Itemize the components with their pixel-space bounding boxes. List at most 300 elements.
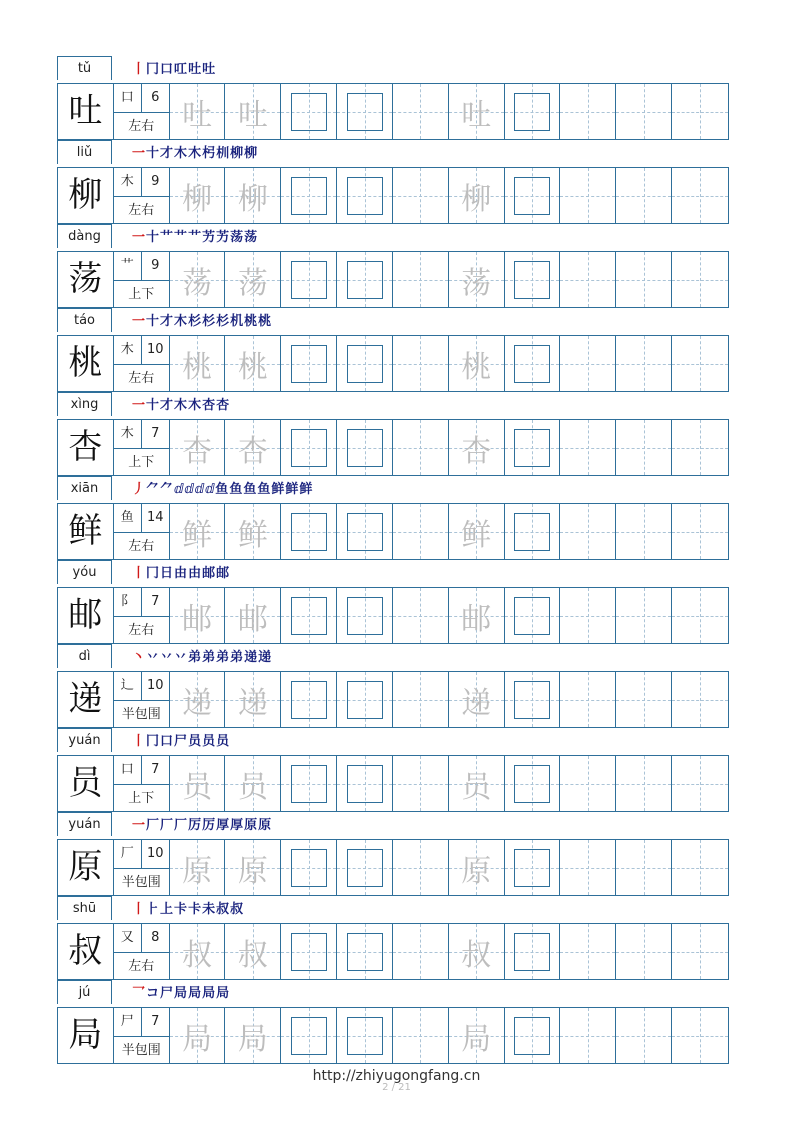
practice-cell[interactable]	[560, 336, 616, 391]
stroke-step: 卡	[188, 902, 203, 917]
stroke-step: 杉	[202, 314, 217, 329]
practice-cell[interactable]	[281, 672, 337, 727]
stroke-step: 厚	[216, 818, 231, 833]
stroke-step: 十	[146, 230, 161, 245]
model-character: 原	[58, 840, 114, 895]
radical: 又	[114, 924, 142, 952]
stroke-step: 局	[202, 986, 217, 1001]
writing-box[interactable]	[347, 345, 383, 383]
practice-cell[interactable]	[672, 756, 728, 811]
practice-cell[interactable]	[225, 84, 281, 139]
writing-box[interactable]	[514, 681, 550, 719]
stroke-step: 才	[160, 398, 175, 413]
practice-cell[interactable]	[672, 1008, 728, 1063]
stroke-step: 一	[132, 398, 147, 413]
practice-cell[interactable]	[337, 252, 393, 307]
stroke-step: 艹	[160, 230, 175, 245]
practice-cell[interactable]	[281, 168, 337, 223]
practice-cell[interactable]	[170, 672, 226, 727]
practice-cell[interactable]	[449, 588, 505, 643]
character-entry	[57, 644, 729, 728]
practice-cell[interactable]	[449, 1008, 505, 1063]
stroke-step: 才	[160, 146, 175, 161]
stroke-step: 一	[132, 230, 147, 245]
structure: 半包围	[121, 707, 161, 722]
writing-row	[57, 251, 729, 308]
practice-cell[interactable]	[672, 840, 728, 895]
writing-box[interactable]	[291, 93, 327, 131]
writing-box[interactable]	[514, 1017, 550, 1055]
practice-cell[interactable]	[393, 672, 449, 727]
practice-cell[interactable]	[393, 420, 449, 475]
writing-row	[57, 1007, 729, 1064]
practice-cell[interactable]	[616, 504, 672, 559]
stroke-step: 鲜	[271, 482, 286, 497]
stroke-order	[132, 478, 313, 500]
practice-cell[interactable]	[393, 840, 449, 895]
stroke-step: 艹	[188, 230, 203, 245]
stroke-step: 鱼	[243, 482, 258, 497]
practice-cell[interactable]	[337, 504, 393, 559]
practice-cell[interactable]	[337, 924, 393, 979]
pinyin: jú	[57, 980, 112, 1004]
writing-box[interactable]	[347, 933, 383, 971]
practice-cell[interactable]	[393, 504, 449, 559]
writing-box[interactable]	[347, 849, 383, 887]
practice-cell[interactable]	[337, 840, 393, 895]
practice-cell[interactable]	[337, 420, 393, 475]
practice-cell[interactable]	[337, 756, 393, 811]
practice-cell[interactable]	[281, 924, 337, 979]
practice-cell[interactable]	[393, 168, 449, 223]
stroke-step: コ	[146, 986, 161, 1001]
practice-cell[interactable]	[170, 924, 226, 979]
practice-cell[interactable]	[672, 84, 728, 139]
stroke-step: 乛	[132, 986, 147, 1001]
radical: 木	[114, 168, 142, 196]
stroke-step: 厂	[160, 818, 175, 833]
stroke-step: 丿	[132, 482, 147, 497]
practice-cell[interactable]	[281, 504, 337, 559]
stroke-step: 机	[230, 314, 245, 329]
practice-cell[interactable]	[616, 840, 672, 895]
practice-cell[interactable]	[560, 924, 616, 979]
writing-box[interactable]	[514, 429, 550, 467]
writing-box[interactable]	[291, 177, 327, 215]
writing-box[interactable]	[291, 765, 327, 803]
stroke-step: 口	[160, 62, 175, 77]
writing-box[interactable]	[347, 177, 383, 215]
practice-cell[interactable]	[281, 588, 337, 643]
practice-cell[interactable]	[505, 504, 561, 559]
writing-box[interactable]	[291, 849, 327, 887]
radical-strokes	[114, 336, 169, 365]
stroke-count: 14	[146, 510, 164, 525]
stroke-order	[132, 982, 230, 1004]
character-info	[114, 420, 170, 475]
practice-cell[interactable]	[560, 672, 616, 727]
stroke-step: 邮	[216, 566, 231, 581]
stroke-step: 一	[132, 818, 147, 833]
writing-box[interactable]	[291, 933, 327, 971]
writing-row	[57, 923, 729, 980]
practice-cell[interactable]	[170, 756, 226, 811]
practice-cell[interactable]	[225, 336, 281, 391]
model-character: 桃	[58, 336, 114, 391]
practice-cell[interactable]	[281, 252, 337, 307]
practice-cell[interactable]	[337, 1008, 393, 1063]
practice-cell[interactable]	[225, 504, 281, 559]
practice-cell[interactable]	[672, 336, 728, 391]
writing-box[interactable]	[347, 513, 383, 551]
stroke-step: 丷	[146, 650, 161, 665]
practice-cell[interactable]	[281, 756, 337, 811]
radical-strokes	[114, 252, 169, 281]
practice-cell[interactable]	[281, 336, 337, 391]
practice-cell[interactable]	[560, 84, 616, 139]
practice-cell[interactable]	[505, 84, 561, 139]
writing-box[interactable]	[514, 513, 550, 551]
practice-cell[interactable]	[170, 84, 226, 139]
pinyin: yóu	[57, 560, 112, 584]
practice-cell[interactable]	[505, 336, 561, 391]
trace-character: 杏	[237, 433, 268, 469]
stroke-count: 7	[151, 762, 160, 777]
practice-cell[interactable]	[337, 672, 393, 727]
radical-strokes	[114, 840, 169, 869]
practice-cell[interactable]	[616, 756, 672, 811]
trace-character: 杏	[461, 433, 492, 469]
writing-box[interactable]	[291, 1017, 327, 1055]
practice-cell[interactable]	[505, 924, 561, 979]
writing-box[interactable]	[291, 681, 327, 719]
character-info	[114, 1008, 170, 1063]
radical-strokes	[114, 420, 169, 449]
stroke-step: 原	[258, 818, 273, 833]
practice-cell[interactable]	[225, 588, 281, 643]
practice-cell[interactable]	[393, 1008, 449, 1063]
stroke-step: 局	[174, 986, 189, 1001]
practice-cell[interactable]	[560, 840, 616, 895]
practice-cell[interactable]	[449, 672, 505, 727]
stroke-step: 卡	[174, 902, 189, 917]
practice-cell[interactable]	[672, 252, 728, 307]
radical: 木	[114, 336, 142, 364]
trace-character: 鲜	[182, 517, 213, 553]
writing-box[interactable]	[514, 93, 550, 131]
practice-cell[interactable]	[449, 840, 505, 895]
practice-cell[interactable]	[393, 588, 449, 643]
writing-box[interactable]	[514, 849, 550, 887]
writing-box[interactable]	[291, 345, 327, 383]
practice-cell[interactable]	[337, 336, 393, 391]
stroke-order	[132, 646, 272, 668]
practice-cell[interactable]	[281, 1008, 337, 1063]
practice-cell[interactable]	[616, 420, 672, 475]
structure: 左右	[128, 371, 155, 386]
practice-cell[interactable]	[170, 252, 226, 307]
writing-box[interactable]	[291, 597, 327, 635]
structure: 上下	[128, 287, 155, 302]
practice-cell[interactable]	[672, 168, 728, 223]
stroke-order	[132, 898, 244, 920]
writing-box[interactable]	[514, 597, 550, 635]
stroke-count: 7	[151, 1014, 160, 1029]
practice-cell[interactable]	[449, 84, 505, 139]
writing-box[interactable]	[291, 261, 327, 299]
practice-cell[interactable]	[560, 588, 616, 643]
trace-character: 邮	[237, 601, 268, 637]
stroke-step: 递	[258, 650, 273, 665]
practice-cell[interactable]	[505, 252, 561, 307]
practice-cell[interactable]	[560, 252, 616, 307]
stroke-step: 艻	[216, 230, 231, 245]
practice-cell[interactable]	[170, 336, 226, 391]
practice-cell[interactable]	[393, 924, 449, 979]
stroke-count: 6	[151, 90, 160, 105]
stroke-step: ⺈	[160, 482, 175, 497]
trace-character: 吐	[182, 97, 213, 133]
stroke-step: 日	[160, 566, 175, 581]
trace-character: 原	[237, 853, 268, 889]
practice-cell[interactable]	[672, 588, 728, 643]
practice-cell[interactable]	[449, 168, 505, 223]
character-entry	[57, 56, 729, 140]
practice-cell[interactable]	[505, 672, 561, 727]
practice-cell[interactable]	[170, 588, 226, 643]
stroke-step: 由	[174, 566, 189, 581]
stroke-step: 局	[188, 986, 203, 1001]
writing-box[interactable]	[514, 933, 550, 971]
practice-cell[interactable]	[170, 1008, 226, 1063]
practice-cell[interactable]	[449, 924, 505, 979]
stroke-step: 厚	[230, 818, 245, 833]
stroke-count: 9	[151, 174, 160, 189]
trace-character: 员	[182, 769, 213, 805]
pinyin: yuán	[57, 812, 112, 836]
stroke-step: 才	[160, 314, 175, 329]
radical-strokes	[114, 672, 169, 701]
practice-cell[interactable]	[449, 756, 505, 811]
stroke-step: 局	[216, 986, 231, 1001]
practice-cell[interactable]	[560, 168, 616, 223]
practice-cell[interactable]	[616, 672, 672, 727]
stroke-order	[132, 310, 272, 332]
stroke-step: 厉	[188, 818, 203, 833]
stroke-step: 木	[174, 398, 189, 413]
stroke-step: 桃	[258, 314, 273, 329]
practice-cell[interactable]	[616, 588, 672, 643]
practice-cell[interactable]	[505, 168, 561, 223]
writing-box[interactable]	[347, 597, 383, 635]
practice-cell[interactable]	[672, 672, 728, 727]
writing-box[interactable]	[347, 765, 383, 803]
trace-character: 桃	[461, 349, 492, 385]
stroke-step: ⺈	[146, 482, 161, 497]
stroke-step: 冂	[146, 62, 161, 77]
practice-cell[interactable]	[449, 420, 505, 475]
practice-cell[interactable]	[225, 924, 281, 979]
model-character: 局	[58, 1008, 114, 1063]
practice-cell[interactable]	[505, 756, 561, 811]
practice-cell[interactable]	[449, 504, 505, 559]
writing-box[interactable]	[347, 261, 383, 299]
practice-cell[interactable]	[560, 504, 616, 559]
practice-cell[interactable]	[225, 756, 281, 811]
practice-cell[interactable]	[616, 168, 672, 223]
trace-character: 叔	[237, 937, 268, 973]
writing-box[interactable]	[514, 765, 550, 803]
writing-row	[57, 83, 729, 140]
practice-cell[interactable]	[337, 588, 393, 643]
practice-cell[interactable]	[616, 1008, 672, 1063]
stroke-count: 10	[146, 846, 164, 861]
footer-url: http://zhiyugongfang.cn	[312, 1068, 481, 1084]
stroke-step: 原	[244, 818, 259, 833]
practice-cell[interactable]	[393, 84, 449, 139]
practice-cell[interactable]	[225, 840, 281, 895]
practice-cell[interactable]	[281, 84, 337, 139]
trace-character: 荡	[461, 265, 492, 301]
practice-cell[interactable]	[560, 420, 616, 475]
practice-cell[interactable]	[672, 504, 728, 559]
practice-cell[interactable]	[393, 756, 449, 811]
practice-cell[interactable]	[616, 84, 672, 139]
stroke-order	[132, 142, 258, 164]
writing-box[interactable]	[514, 345, 550, 383]
practice-cell[interactable]	[616, 336, 672, 391]
character-info	[114, 252, 170, 307]
stroke-step: 十	[146, 398, 161, 413]
practice-cell[interactable]	[170, 840, 226, 895]
character-entry	[57, 728, 729, 812]
trace-character: 吐	[461, 97, 492, 133]
stroke-step: 木	[174, 314, 189, 329]
character-entry	[57, 980, 729, 1064]
stroke-step: 冂	[146, 734, 161, 749]
trace-character: 柳	[461, 181, 492, 217]
stroke-step: 木	[188, 146, 203, 161]
stroke-step: 丨	[132, 62, 147, 77]
stroke-step: 递	[244, 650, 259, 665]
stroke-step: 鲜	[299, 482, 314, 497]
practice-cell[interactable]	[225, 672, 281, 727]
model-character: 鲜	[58, 504, 114, 559]
radical: 口	[114, 756, 142, 784]
practice-cell[interactable]	[505, 840, 561, 895]
structure: 左右	[128, 539, 155, 554]
radical-strokes	[114, 588, 169, 617]
pinyin: dì	[57, 644, 112, 668]
stroke-step: 柳	[230, 146, 245, 161]
stroke-step: 杉	[216, 314, 231, 329]
practice-cell[interactable]	[337, 168, 393, 223]
stroke-step: 上	[160, 902, 175, 917]
radical-strokes	[114, 504, 169, 533]
character-info	[114, 84, 170, 139]
stroke-step: ⺊	[146, 902, 161, 917]
stroke-step: 艻	[202, 230, 217, 245]
practice-cell[interactable]	[616, 252, 672, 307]
practice-cell[interactable]	[449, 252, 505, 307]
writing-box[interactable]	[347, 1017, 383, 1055]
trace-character: 递	[182, 685, 213, 721]
pinyin: yuán	[57, 728, 112, 752]
practice-cell[interactable]	[672, 420, 728, 475]
structure: 上下	[128, 455, 155, 470]
stroke-step: 吐	[188, 62, 203, 77]
practice-cell[interactable]	[281, 420, 337, 475]
stroke-step: 杊	[216, 146, 231, 161]
trace-character: 员	[237, 769, 268, 805]
practice-cell[interactable]	[225, 1008, 281, 1063]
writing-box[interactable]	[291, 513, 327, 551]
radical: 尸	[114, 1008, 142, 1036]
stroke-step: 丨	[132, 902, 147, 917]
stroke-step: 丨	[132, 566, 147, 581]
stroke-step: 一	[132, 146, 147, 161]
writing-box[interactable]	[347, 93, 383, 131]
stroke-step: 十	[146, 146, 161, 161]
writing-box[interactable]	[347, 429, 383, 467]
character-info	[114, 840, 170, 895]
practice-cell[interactable]	[393, 336, 449, 391]
stroke-step: 丷	[174, 650, 189, 665]
practice-cell[interactable]	[449, 336, 505, 391]
practice-cell[interactable]	[281, 840, 337, 895]
practice-cell[interactable]	[505, 420, 561, 475]
practice-cell[interactable]	[505, 588, 561, 643]
model-character: 杏	[58, 420, 114, 475]
model-character: 递	[58, 672, 114, 727]
practice-cell[interactable]	[225, 420, 281, 475]
stroke-step: 吐	[202, 62, 217, 77]
writing-box[interactable]	[347, 681, 383, 719]
stroke-count: 10	[146, 342, 164, 357]
writing-box[interactable]	[514, 177, 550, 215]
practice-cell[interactable]	[337, 84, 393, 139]
practice-cell[interactable]	[560, 756, 616, 811]
stroke-step: 杏	[216, 398, 231, 413]
practice-cell[interactable]	[225, 252, 281, 307]
stroke-step: 杏	[202, 398, 217, 413]
stroke-step: 柳	[244, 146, 259, 161]
practice-cell[interactable]	[560, 1008, 616, 1063]
stroke-step: ⅆ	[184, 482, 195, 497]
trace-character: 荡	[182, 265, 213, 301]
practice-cell[interactable]	[616, 924, 672, 979]
trace-character: 柳	[182, 181, 213, 217]
stroke-order	[132, 562, 230, 584]
practice-cell[interactable]	[672, 924, 728, 979]
practice-cell[interactable]	[170, 420, 226, 475]
stroke-step: 桃	[244, 314, 259, 329]
practice-cell[interactable]	[505, 1008, 561, 1063]
practice-cell[interactable]	[225, 168, 281, 223]
stroke-step: 员	[216, 734, 231, 749]
model-character: 柳	[58, 168, 114, 223]
writing-box[interactable]	[514, 261, 550, 299]
character-info	[114, 336, 170, 391]
practice-cell[interactable]	[170, 168, 226, 223]
trace-character: 鲜	[237, 517, 268, 553]
radical-strokes	[114, 1008, 169, 1037]
trace-character: 荡	[237, 265, 268, 301]
practice-cell[interactable]	[393, 252, 449, 307]
practice-cell[interactable]	[170, 504, 226, 559]
writing-row	[57, 755, 729, 812]
writing-box[interactable]	[291, 429, 327, 467]
